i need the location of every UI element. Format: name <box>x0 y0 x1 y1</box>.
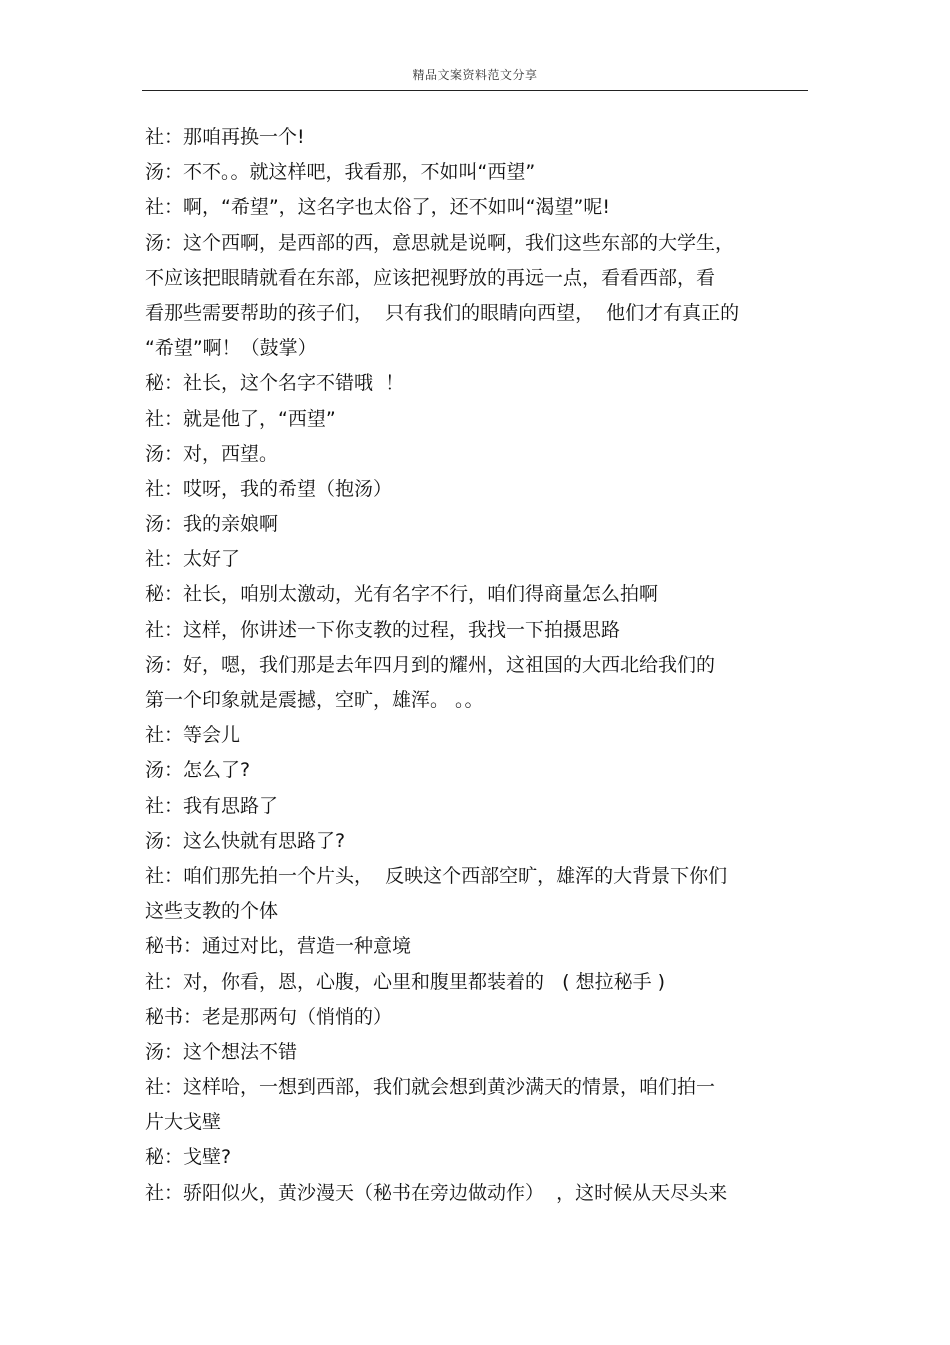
script-line: 社：哎呀，我的希望（抱汤） <box>145 477 393 500</box>
script-line: 社：太好了 <box>145 548 241 571</box>
script-line: 秘书：老是那两句（悄悄的） <box>145 1005 393 1028</box>
script-line: 秘：社长，咱别太激动，光有名字不行，咱们得商量怎么拍啊 <box>145 583 659 606</box>
script-line: 汤：这么快就有思路了? <box>145 829 346 852</box>
script-line: 社：就是他了，“西望” <box>145 407 336 430</box>
script-line: 社：等会儿 <box>145 724 241 747</box>
script-line: 社：我有思路了 <box>145 794 279 817</box>
script-line: 社：这样哈，一想到西部，我们就会想到黄沙满天的情景，咱们拍一 <box>145 1076 716 1099</box>
page-header: 精品文案资料范文分享 <box>412 68 538 82</box>
script-line: 社：这样，你讲述一下你支教的过程，我找一下拍摄思路 <box>145 618 621 641</box>
script-line: 不应该把眼睛就看在东部，应该把视野放的再远一点，看看西部，看 <box>145 266 716 289</box>
script-line: 汤：这个西啊，是西部的西，意思就是说啊，我们这些东部的大学生， <box>145 231 735 254</box>
script-line: 社：咱们那先拍一个片头， 反映这个西部空旷，雄浑的大背景下你们 <box>145 864 728 887</box>
script-line: 汤：对，西望。 <box>145 442 279 465</box>
script-line: 汤：这个想法不错 <box>145 1040 298 1063</box>
script-line: “希望”啊！（鼓掌） <box>145 337 317 360</box>
script-line: 片大戈壁 <box>145 1111 222 1134</box>
script-line: 第一个印象就是震撼，空旷，雄浑。 。。 <box>145 689 484 711</box>
script-line: 汤：不不。。就这样吧，我看那，不如叫“西望” <box>145 161 536 184</box>
script-line: 社：那咱再换一个! <box>145 126 305 148</box>
script-line: 秘：社长，这个名字不错哦 ！ <box>145 372 405 395</box>
script-line: 汤：好，嗯，我们那是去年四月到的耀州，这祖国的大西北给我们的 <box>145 653 716 676</box>
script-line: 秘：戈壁? <box>145 1146 232 1169</box>
script-line: 汤：怎么了? <box>145 759 251 782</box>
script-line: 社：骄阳似火，黄沙漫天（秘书在旁边做动作） ，这时候从天尽头来 <box>145 1181 728 1204</box>
header-divider <box>142 90 808 91</box>
script-line: 看那些需要帮助的孩子们， 只有我们的眼睛向西望， 他们才有真正的 <box>145 301 740 324</box>
script-line: 社：对，你看，恩，心腹，心里和腹里都装着的 ( 想拉秘手 ) <box>145 970 666 993</box>
script-body <box>145 120 805 1211</box>
script-line: 秘书：通过对比，营造一种意境 <box>145 935 412 958</box>
script-line: 社：啊，“希望”，这名字也太俗了，还不如叫“渴望”呢! <box>145 196 610 219</box>
script-line: 汤：我的亲娘啊 <box>145 513 279 536</box>
script-line: 这些支教的个体 <box>145 900 279 923</box>
